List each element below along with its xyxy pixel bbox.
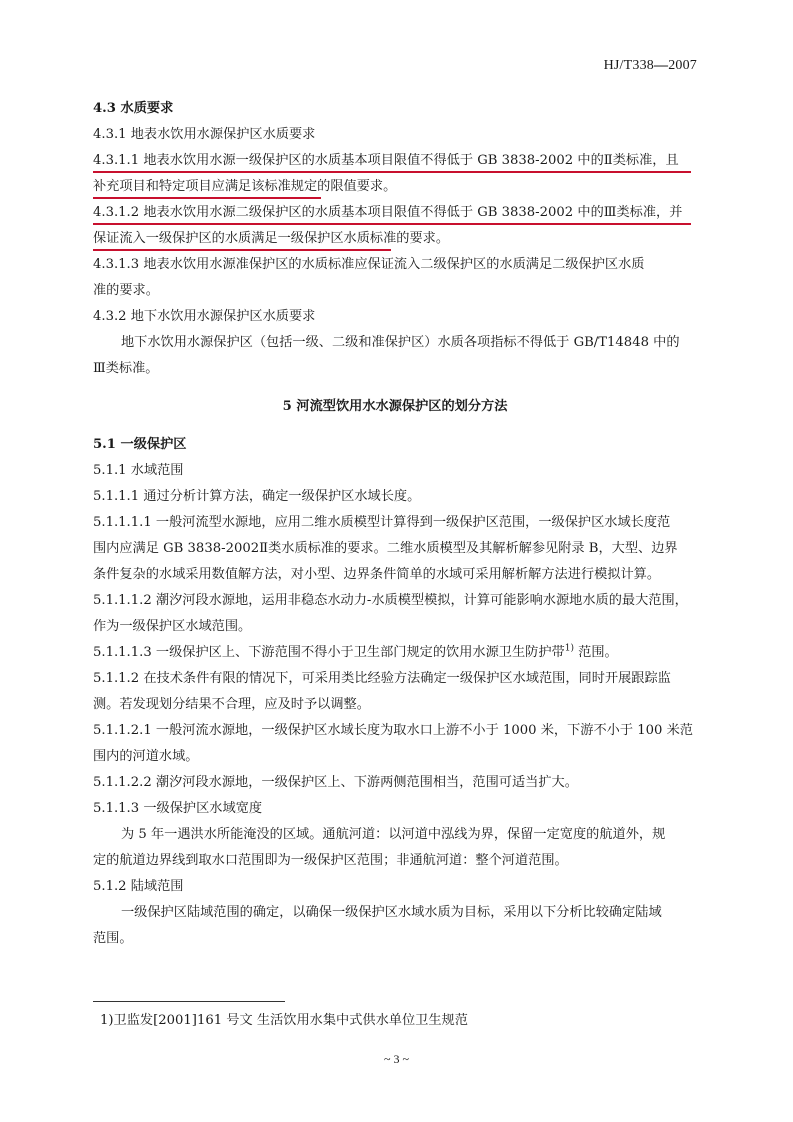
footnote-divider [93,1001,285,1002]
para-land-cont: 范围。 [93,931,133,946]
clause-4-3-1: 4.3.1 地表水饮用水源保护区水质要求 [93,127,316,142]
clause-5-1-1-2-2: 5.1.1.2.2 潮汐河段水源地，一级保护区上、下游两侧范围相当，范围可适当扩大。 [93,775,578,790]
clause-4-3-1-2-cont: 保证流入一级保护区的水质满足一级保护区水质标准的要求。 [93,226,697,252]
clause-5-1-2: 5.1.2 陆域范围 [93,879,184,894]
para-groundwater-cont: Ⅲ类标准。 [93,361,159,376]
spacer [93,382,697,394]
para-width-cont: 定的航道边界线到取水口范围即为一级保护区范围；非通航河道：整个河道范围。 [93,853,568,868]
clause-5-1-1-1-1-cont2: 条件复杂的水域采用数值解方法，对小型、边界条件简单的水域可采用解析解方法进行模拟计算。 [93,567,661,582]
clause-5-1-1: 5.1.1 水域范围 [93,463,184,478]
clause-4-3-1-3: 4.3.1.3 地表水饮用水源准保护区的水质标准应保证流入二级保护区的水质满足二级保护区水质 [93,257,645,272]
clause-4-3-1-1: 4.3.1.1 地表水饮用水源一级保护区的水质基本项目限值不得低于 GB 3838-2002 中的Ⅱ类标准，且 [93,148,697,174]
clause-5-1-1-2-1-cont: 围内的河道水域。 [93,749,199,764]
clause-5-1-1-3: 5.1.1.3 一级保护区水域宽度 [93,801,263,816]
clause-5-1-1-2-1: 5.1.1.2.1 一般河流水源地，一级保护区水域长度为取水口上游不小于 1000 米，下游不小于 100 米范 [93,723,693,738]
spacer [93,420,697,432]
clause-4-3-1-3-cont: 准的要求。 [93,283,159,298]
clause-5-1-1-2: 5.1.1.2 在技术条件有限的情况下，可采用类比经验方法确定一级保护区水域范围，同时开展跟踪监 [93,671,671,686]
para-width: 为 5 年一遇洪水所能淹没的区域。通航河道：以河道中泓线为界，保留一定宽度的航道外，规 [121,827,666,842]
clause-4-3-1-1-cont: 补充项目和特定项目应满足该标准规定的限值要求。 [93,174,697,200]
section-heading-5-1: 5.1 一级保护区 [93,437,187,452]
clause-5-1-1-1: 5.1.1.1 通过分析计算方法，确定一级保护区水域长度。 [93,489,421,504]
clause-5-1-1-1-3: 5.1.1.1.3 一级保护区上、下游范围不得小于卫生部门规定的饮用水源卫生防护带$^{1)}$ 范围。 [93,643,618,660]
clause-5-1-1-1-2: 5.1.1.1.2 潮汐河段水源地，运用非稳态水动力-水质模型模拟，计算可能影响水源地水质的最大范围， [93,593,688,608]
para-land: 一级保护区陆域范围的确定，以确保一级保护区水域水质为目标，采用以下分析比较确定陆域 [121,905,662,920]
section-heading-4-3: 4.3 水质要求 [93,101,174,116]
clause-5-1-1-2-cont: 测。若发现划分结果不合理，应及时予以调整。 [93,697,370,712]
footnote: 1)卫监发[2001]161 号文 生活饮用水集中式供水单位卫生规范 [100,1013,468,1028]
page-number: ~ 3 ~ [384,1052,409,1066]
clause-5-1-1-1-1-cont1: 围内应满足 GB 3838-2002Ⅱ类水质标准的要求。二维水质模型及其解析解参见附录 B，大型、边界 [93,541,678,556]
body-text [93,96,697,952]
clause-4-3-2: 4.3.2 地下水饮用水源保护区水质要求 [93,309,316,324]
clause-5-1-1-1-2-cont: 作为一级保护区水域范围。 [93,619,252,634]
chapter-5-title: 5 河流型饮用水水源保护区的划分方法 [282,399,508,414]
clause-5-1-1-1-1: 5.1.1.1.1 一般河流型水源地，应用二维水质模型计算得到一级保护区范围，一级保护区水域长度范 [93,515,671,530]
footnote-ref: 1) [564,643,574,654]
clause-4-3-1-2: 4.3.1.2 地表水饮用水源二级保护区的水质基本项目限值不得低于 GB 3838-2002 中的Ⅲ类标准，并 [93,200,697,226]
document-code-header: HJ/T338—2007 [603,58,697,73]
para-groundwater: 地下水饮用水源保护区（包括一级、二级和准保护区）水质各项指标不得低于 GB/T14848 中的 [121,335,680,350]
